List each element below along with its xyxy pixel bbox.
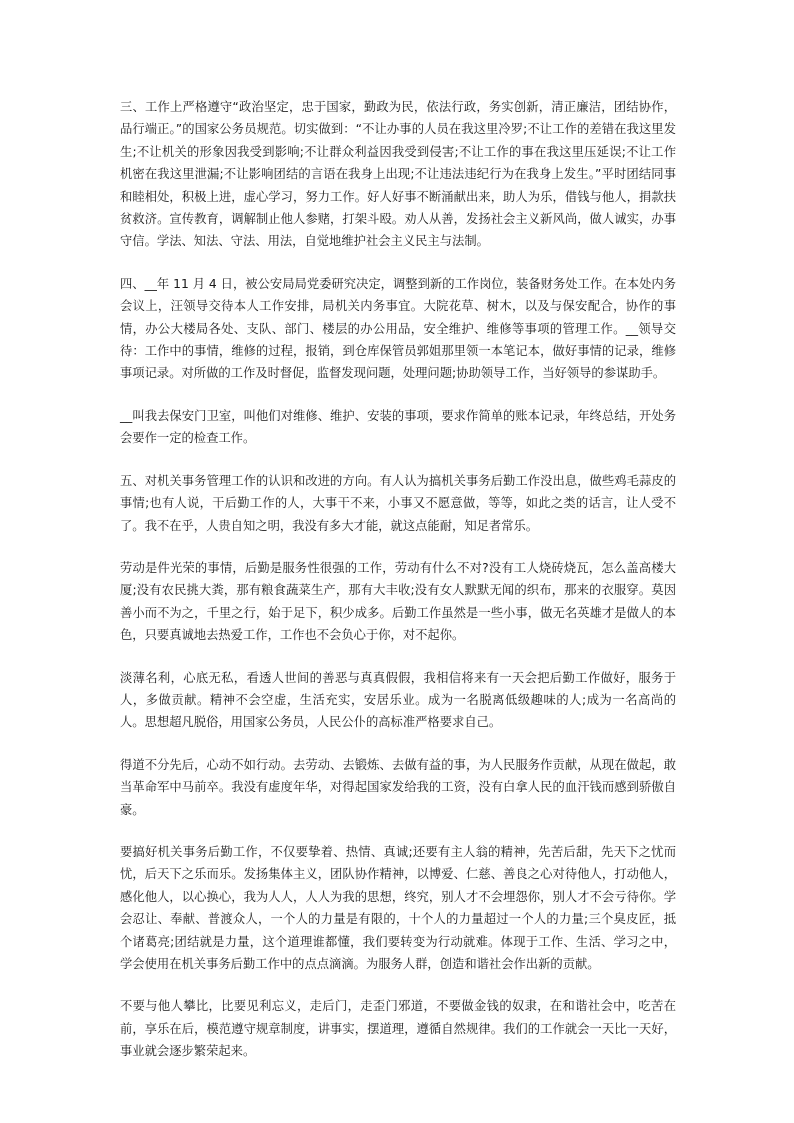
paragraph-logistics-spirit: 要搞好机关事务后勤工作，不仅要挚着、热情、真诚;还要有主人翁的精神，先苦后甜，先天下之忧而忧，后天下之乐而乐。发扬集体主义，团队协作精神，以博爱、仁慈、善良之心对待他人，打动他人，感化他人，以心换心，我为人人，人人为我的思想，终究，别人才不会埋怨你，别人才不会亏待你。学会忍让、奉献、普渡众人，一个人的力量是有限的，十个人的力量超过一个人的力量;三个臭皮匠，抵个诸葛亮;团结就是力量，这个道理谁都懂，我们要转变为行动就难。体现于工作、生活、学习之中，学会使用在机关事务后勤工作中的点点滴滴。为服务人群，创造和谐社会作出新的贡献。 [120, 844, 676, 971]
paragraph-act-now: 得道不分先后，心动不如行动。去劳动、去锻炼、去做有益的事，为人民服务作贡献，从现在做起，敢当革命军中马前卒。我没有虚度年华，对得起国家发给我的工资，没有白拿人民的血汗钱而感到骄傲自豪。 [120, 757, 676, 817]
paragraph-indifferent-to-fame: 淡薄名利，心底无私，看透人世间的善恶与真真假假，我相信将来有一天会把后勤工作做好，服务于人，多做贡献。精神不会空虚，生活充实，安居乐业。成为一名脱离低级趣味的人;成为一名高尚的人。思想超凡脱俗，用国家公务员，人民公仆的高标准严格要求自己。 [120, 670, 676, 730]
paragraph-section-five: 五、对机关事务管理工作的认识和改进的方向。有人认为搞机关事务后勤工作没出息，做些鸡毛蒜皮的事情;也有人说，干后勤工作的人，大事干不来，小事又不愿意做，等等，如此之类的话言，让人受不了。我不在乎，人贵自知之明，我没有多大才能，就这点能耐，知足者常乐。 [120, 473, 676, 533]
paragraph-labor-is-glorious: 劳动是件光荣的事情，后勤是服务性很强的工作，劳动有什么不对?没有工人烧砖烧瓦，怎么盖高楼大厦;没有农民挑大粪，那有粮食蔬菜生产，那有大丰收;没有女人默默无闻的织布，那来的衣服穿。莫因善小而不为之，千里之行，始于足下，积少成多。后勤工作虽然是一些小事，做无名英雄才是做人的本色，只要真诚地去热爱工作，工作也不会负心于你，对不起你。 [120, 560, 676, 643]
paragraph-section-three: 三、工作上严格遵守“政治坚定，忠于国家，勤政为民，依法行政，务实创新，清正廉洁，团结协作，品行端正。”的国家公务员规范。切实做到：“不让办事的人员在我这里冷罗;不让工作的差错在我这里发生;不让机关的形象因我受到影响;不让群众利益因我受到侵害;不让工作的事在我这里压延误;不让工作机密在我这里泄漏;不让影响团结的言语在我身上出现;不让违法违纪行为在我身上发生。”平时团结同事和睦相处，积极上进，虚心学习，努力工作。好人好事不断涌献出来，助人为乐，借钱与他人，捐款扶贫救济。宣传教育，调解制止他人参赌，打架斗殴。劝人从善，发扬社会主义新风尚，做人诚实，办事守信。学法、知法、守法、用法，自觉地维护社会主义民主与法制。 [120, 100, 676, 249]
paragraph-section-four: 四、__年 11 月 4 日，被公安局局党委研究决定，调整到新的工作岗位，装备财务处工作。在本处内务会议上，汪领导交待本人工作安排，局机关内务事宜。大院花草、树木，以及与保安配合，协作的事情，办公大楼局各处、支队、部门、楼层的办公用品，安全维护、维修等事项的管理工作。__领导交待：工作中的事情，维修的过程，报销，到仓库保管员郭姐那里领一本笔记本，做好事情的记录，维修事项记录。对所做的工作及时督促，监督发现问题，处理问题;协助领导工作，当好领导的参谋助手。 [120, 276, 676, 381]
document-body [120, 96, 676, 1083]
paragraph-do-not-compare: 不要与他人攀比，比要见利忘义，走后门，走歪门邪道，不要做金钱的奴隶，在和谐社会中，吃苦在前，享乐在后，模范遵守规章制度，讲事实，摆道理，遵循自然规律。我们的工作就会一天比一天好，事业就会逐步繁荣起来。 [120, 999, 676, 1059]
paragraph-security-guard-room: __叫我去保安门卫室，叫他们对维修、维护、安装的事项，要求作简单的账本记录，年终总结，开处务会要作一定的检查工作。 [120, 408, 676, 446]
